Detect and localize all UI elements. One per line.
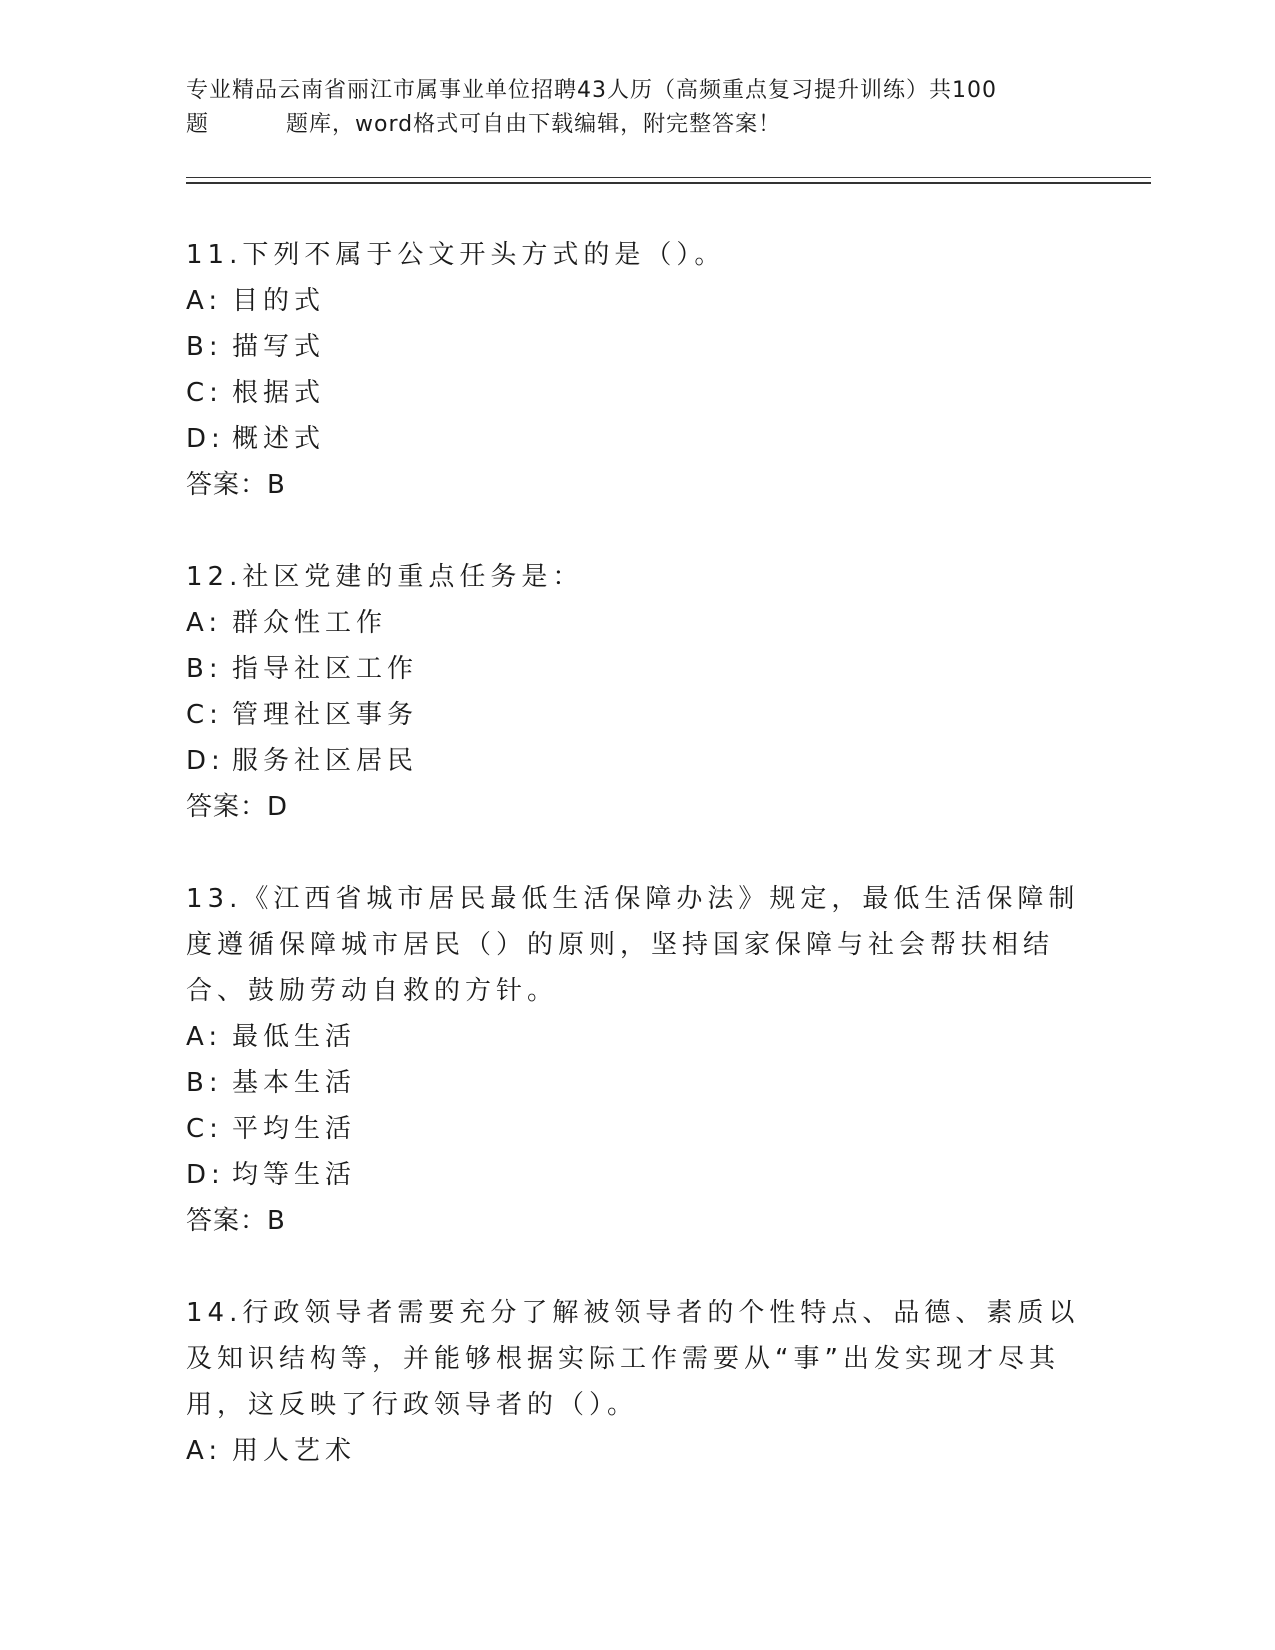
question-11 <box>186 232 1086 508</box>
header-divider-thick <box>186 182 1151 184</box>
option-a: A: 用人艺术 <box>186 1436 357 1466</box>
question-stem: 13.《江西省城市居民最低生活保障办法》规定，最低生活保障制度遵循保障城市居民（）的原则，坚持国家保障与社会帮扶相结合、鼓励劳动自救的方针。 <box>186 884 1080 1006</box>
option-c: C: 根据式 <box>186 378 326 408</box>
header-line-2 <box>186 108 1086 142</box>
question-13 <box>186 876 1086 1244</box>
option-d: D: 概述式 <box>186 424 326 454</box>
header-line-2-lead: 题 <box>186 112 210 137</box>
question-stem: 14.行政领导者需要充分了解被领导者的个性特点、品德、素质以及知识结构等，并能够根据实际工作需要从“事”出发实现才尽其用，这反映了行政领导者的（）。 <box>186 1298 1080 1420</box>
option-a: A: 最低生活 <box>186 1022 357 1052</box>
option-d: D: 服务社区居民 <box>186 746 419 776</box>
option-c: C: 平均生活 <box>186 1114 357 1144</box>
document-header <box>186 74 1086 142</box>
header-divider-thin <box>186 177 1151 178</box>
option-a: A: 目的式 <box>186 286 326 316</box>
question-14 <box>186 1290 1086 1474</box>
option-b: B: 指导社区工作 <box>186 654 419 684</box>
header-line-2-text: 题库，word格式可自由下载编辑，附完整答案！ <box>286 112 782 137</box>
question-stem: 11.下列不属于公文开头方式的是（）。 <box>186 240 726 270</box>
question-list <box>186 232 1086 1520</box>
question-12 <box>186 554 1086 830</box>
answer-line: 答案：D <box>186 792 289 822</box>
option-a: A: 群众性工作 <box>186 608 388 638</box>
answer-line: 答案：B <box>186 470 286 500</box>
option-b: B: 描写式 <box>186 332 326 362</box>
answer-line: 答案：B <box>186 1206 286 1236</box>
option-b: B: 基本生活 <box>186 1068 357 1098</box>
option-d: D: 均等生活 <box>186 1160 357 1190</box>
option-c: C: 管理社区事务 <box>186 700 419 730</box>
question-stem: 12.社区党建的重点任务是： <box>186 562 584 592</box>
header-line-1: 专业精品云南省丽江市属事业单位招聘43人历（高频重点复习提升训练）共100 <box>186 78 997 103</box>
